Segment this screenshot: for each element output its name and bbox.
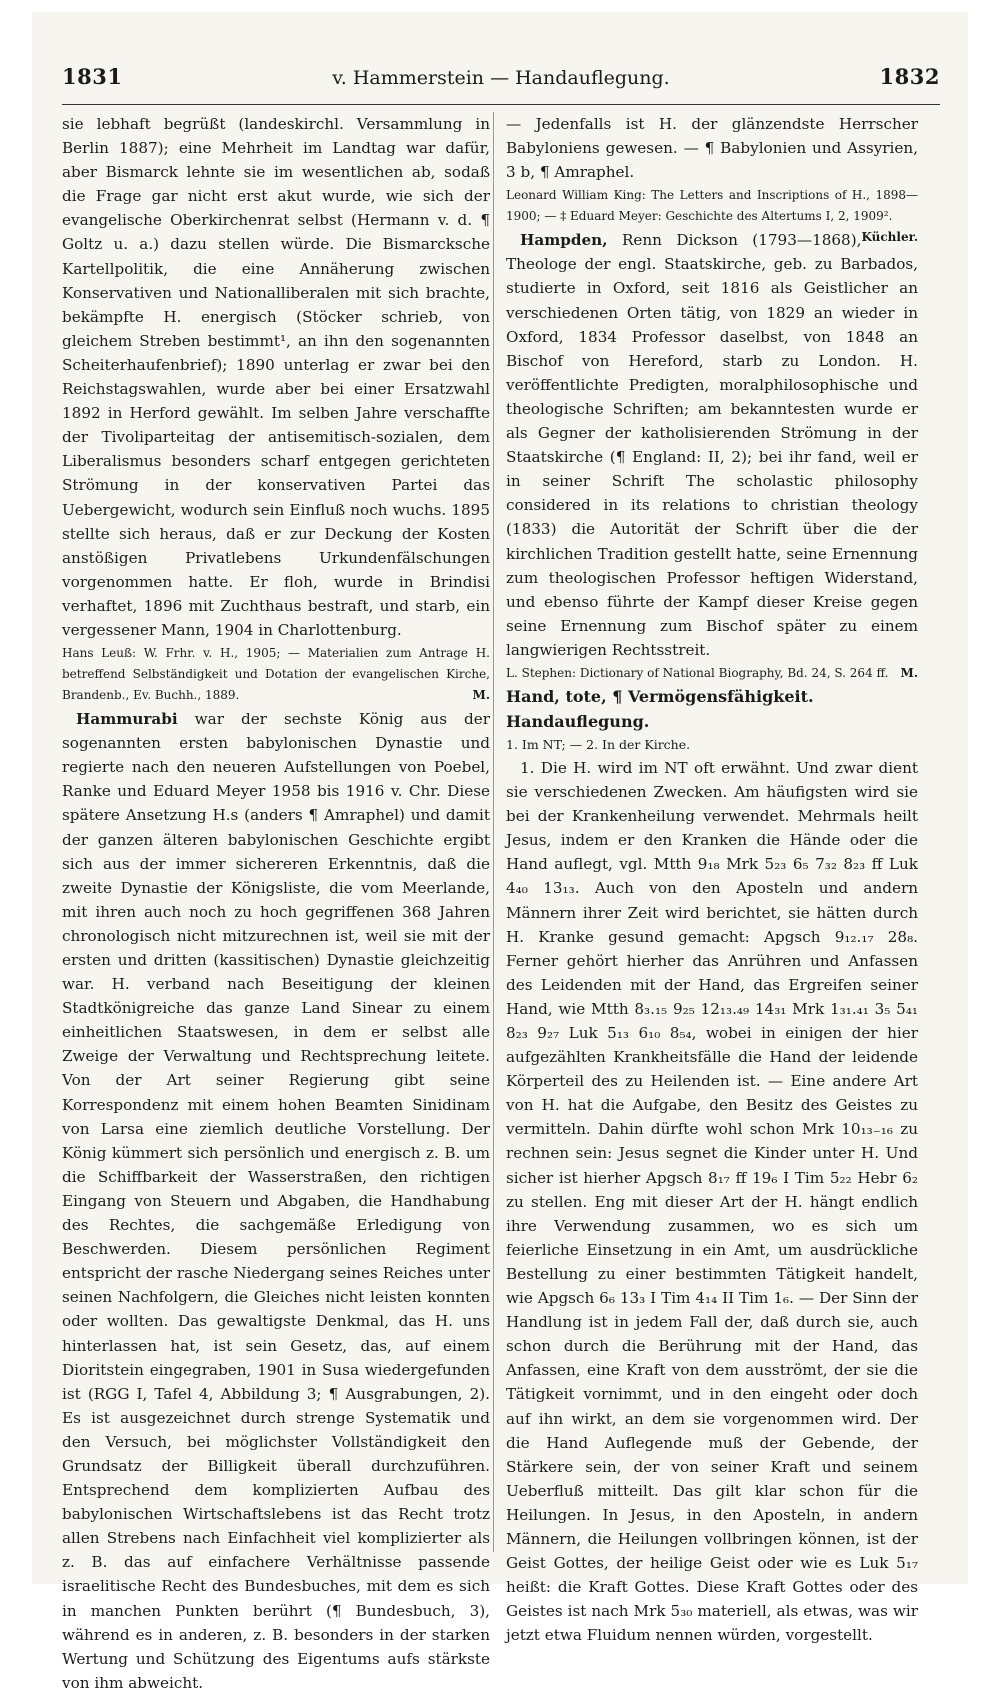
- lemma-hammurabi: Hammurabi: [76, 710, 178, 729]
- right-column: [506, 112, 918, 1645]
- bibliography-text: Leonard William King: The Letters and Inscriptions of H., 1898—1900; — ‡ Eduard Meyer: Geschichte des Altertums I, 2, 1909².: [506, 188, 918, 224]
- article-handauflegung-section-1: 1. Die H. wird im NT oft erwähnt. Und zwar dient sie verschiedenen Zwecken. Am häufigsten wird sie bei der Krankenheilung verwendet. Mehrmals heilt Jesus, indem er den Kranken die Hände oder die Hand auflegt, vgl. Mtth 9₁₈ Mrk 5₂₃ 6₅ 7₃₂ 8₂₃ ff Luk 4₄₀ 13₁₃. Auch von den Aposteln und andern Männern ihrer Zeit wird berichtet, sie hätten durch H. Kranke gesund gemacht: Apgsch 9₁₂.₁₇ 28₈. Ferner gehört hierher das Anrühren und Anfassen des Leidenden mit der Hand, das Ergreifen seiner Hand, wie Mtth 8₃.₁₅ 9₂₅ 12₁₃.₄₉ 14₃₁ Mrk 1₃₁.₄₁ 3₅ 5₄₁ 8₂₃ 9₂₇ Luk 5₁₃ 6₁₀ 8₅₄, wobei in einigen der hier aufgezählten Krankheitsfälle die Hand der leidende Körperteil des zu Heilenden ist. — Eine andere Art von H. hat die Aufgabe, den Besitz des Geistes zu vermitteln. Dahin dürfte wohl schon Mrk 10₁₃₋₁₆ zu rechnen sein: Jesus segnet die Kinder unter H. Und sicher ist hierher Apgsch 8₁₇ ff 19₆ I Tim 5₂₂ Hebr 6₂ zu stellen. Eng mit dieser Art der H. hängt endlich ihre Verwendung zusammen, wo es sich um feierliche Einsetzung in ein Amt, um ausdrückliche Bestellung zu einer bestimmten Tätigkeit handelt, wie Apgsch 6₆ 13₃ I Tim 4₁₄ II Tim 1₆. — Der Sinn der Handlung ist in jedem Fall der, daß durch sie, auch schon durch die Berührung mit der Hand, das Anfassen, eine Kraft von dem ausströmt, der sie die Tätigkeit vornimmt, und in den eingeht oder doch auf ihn wirkt, an dem sie vorgenommen wird. Der die Hand Auflegende muß der Gebende, der Stärkere sein, der von seiner Kraft und seinem Ueberfluß mitteilt. Das gilt klar schon für die Heilungen. In Jesus, in den Aposteln, in andern Männern, die Heilungen vollbringen können, ist der Geist Gottes, der heilige Geist oder wie es Luk 5₁₇ heißt: die Kraft Gottes. Diese Kraft Gottes oder des Geistes ist nach Mrk 5₃₀ materiell, als etwas, was wir jetzt etwa Fluidum nennen würden, vorgestellt.: [506, 758, 918, 1645]
- lemma-handauflegung: Handauflegung.: [506, 711, 650, 731]
- article-text: Renn Dickson (1793—1868), Theologe der engl. Staatskirche, geb. zu Barbados, studierte in Oxford, seit 1816 als Geistlicher an verschiedenen Orten tätig, von 1829 an wieder in Oxford, 1834 Professor daselbst, von 1848 an Bischof von Hereford, starb zu London. H. veröffentlichte Predigten, moralphilosophische und theologische Schriften; am bekanntesten wurde er als Gegner der katholisierenden Strömung in der Staatskirche (¶ England: II, 2); bei ihr fand, weil er in seiner Schrift The scholastic philosophy considered in its relations to christian theology (1833) die Autorität der Schrift über die der kirchlichen Tradition gestellt hatte, seine Ernennung zum theologischen Professor heftigen Widerstand, und ebenso führte der Kampf dieser Kreise gegen seine Ernennung zum Bischof später zu einem langwierigen Rechtsstreit.: [506, 231, 918, 659]
- article-continuation-paragraph: sie lebhaft begrüßt (landeskirchl. Versammlung in Berlin 1887); eine Mehrheit im Landtag war dafür, aber Bismarck lehnte sie im wesentlichen ab, sodaß die Frage gar nicht erst akut wurde, wie sich der evangelische Oberkirchenrat selbst (Hermann v. d. ¶ Goltz u. a.) dazu stellen würde. Die Bismarcksche Kartellpolitik, die eine Annäherung zwischen Konservativen und Nationalliberalen mit sich brachte, bekämpfte H. energisch (Stöcker schrieb, von gleichem Streben bestimmt¹, an ihn den sogenannten Scheiterhaufenbrief); 1890 unterlag er zwar bei den Reichstagswahlen, wurde aber bei einer Ersatzwahl 1892 in Herford gewählt. Im selben Jahre verschaffte der Tivoliparteitag der antisemitisch-sozialen, dem Liberalismus besonders scharf entgegen gerichteten Strömung in der konservativen Partei das Uebergewicht, wodurch sein Einfluß noch wuchs. 1895 stellte sich heraus, daß er zur Deckung der Kosten anstößigen Privatlebens Urkundenfälschungen vorgenommen hatte. Er floh, wurde in Brindisi verhaftet, 1896 mit Zuchthaus bestraft, und starb, ein vergessener Mann, 1904 in Charlottenburg.: [62, 115, 490, 639]
- bibliography-hampden: [506, 663, 918, 684]
- lemma-hand-tote: Hand, tote, ¶ Vermögensfähigkeit.: [506, 686, 814, 706]
- document-page: [32, 12, 968, 1692]
- page-number-right: 1832: [879, 64, 940, 89]
- author-signature: M.: [900, 665, 918, 680]
- bibliography-text: Hans Leuß: W. Frhr. v. H., 1905; — Materialien zum Antrage H. betreffend Selbständigkeit und Dotation der evangelischen Kirche, Brandenb., Ev. Buchh., 1889.: [62, 646, 490, 703]
- bibliography-hammerstein: [62, 643, 490, 706]
- article-outline: 1. Im NT; — 2. In der Kirche.: [506, 736, 691, 752]
- running-title: v. Hammerstein — Handauflegung.: [332, 67, 670, 89]
- running-header: [32, 64, 968, 98]
- left-column: [62, 112, 491, 1692]
- page-number-left: 1831: [62, 64, 123, 89]
- article-text: war der sechste König aus der sogenannten ersten babylonischen Dynastie und regierte nach den neueren Aufstellungen von Poebel, Ranke und Eduard Meyer 1958 bis 1916 v. Chr. Diese spätere Ansetzung H.s (anders ¶ Amraphel) und damit der ganzen älteren babylonischen Geschichte ergibt sich aus der immer sichereren Erkenntnis, daß die zweite Dynastie der Königsliste, die vom Meerlande, mit ihren auch noch zu hoch gegriffenen 368 Jahren chronologisch nicht mitzurechnen ist, weil sie mit der ersten und dritten (kassitischen) Dynastie gleichzeitig war. H. verband nach Beseitigung der kleinen Stadtkönigreiche das ganze Land Sinear zu einem einheitlichen Staatswesen, in dem er selbst alle Zweige der Verwaltung und Rechtsprechung leitete. Von der Art seiner Regierung gibt seine Korrespondenz mit einem hohen Beamten Sinidinam von Larsa eine ziemlich deutliche Vorstellung. Der König kümmert sich persönlich und energisch z. B. um die Schiffbarkeit der Wasserstraßen, den richtigen Eingang von Steuern und Abgaben, die Handhabung des Rechtes, die sachgemäße Erledigung von Beschwerden. Diesem persönlichen Regiment entspricht der rasche Niedergang seines Reiches unter seinen Nachfolgern, die Gleiches nicht leisten konnten oder wollten. Das gewaltigste Denkmal, das H. uns hinterlassen hat, ist sein Gesetz, das, auf einem Dioritstein eingegraben, 1901 in Susa wiedergefunden ist (RGG I, Tafel 4, Abbildung 3; ¶ Ausgrabungen, 2). Es ist ausgezeichnet durch strenge Systematik und den Versuch, bei möglichster Vollständigkeit den Grundsatz der Billigkeit überall durchzuführen. Entsprechend dem komplizierten Aufbau des babylonischen Wirtschaftslebens ist das Recht trotz allen Strebens nach Einfachheit viel komplizierter als z. B. das auf einfachere Verhältnisse passende israelitische Recht des Bundesbuches, mit dem es sich in manchen Punkten berührt (¶ Bundesbuch, 3), während es in anderen, z. B. besonders in der starken Wertung und Schützung des Eigentums aufs stärkste von ihm abweicht.: [62, 710, 491, 1692]
- article-hampden: [506, 228, 918, 662]
- header-rule: [62, 104, 940, 105]
- article-continuation-paragraph: — Jedenfalls ist H. der glänzendste Herrscher Babyloniens gewesen. — ¶ Babylonien und Assyrien, 3 b, ¶ Amraphel.: [506, 115, 918, 182]
- column-divider: [493, 112, 494, 1552]
- author-signature: Küchler.: [861, 230, 918, 245]
- bibliography-text: L. Stephen: Dictionary of National Biography, Bd. 24, S. 264 ff.: [506, 665, 889, 680]
- lemma-hampden: Hampden,: [520, 231, 608, 250]
- author-signature: M.: [472, 688, 490, 703]
- article-hammurabi: [62, 707, 490, 1695]
